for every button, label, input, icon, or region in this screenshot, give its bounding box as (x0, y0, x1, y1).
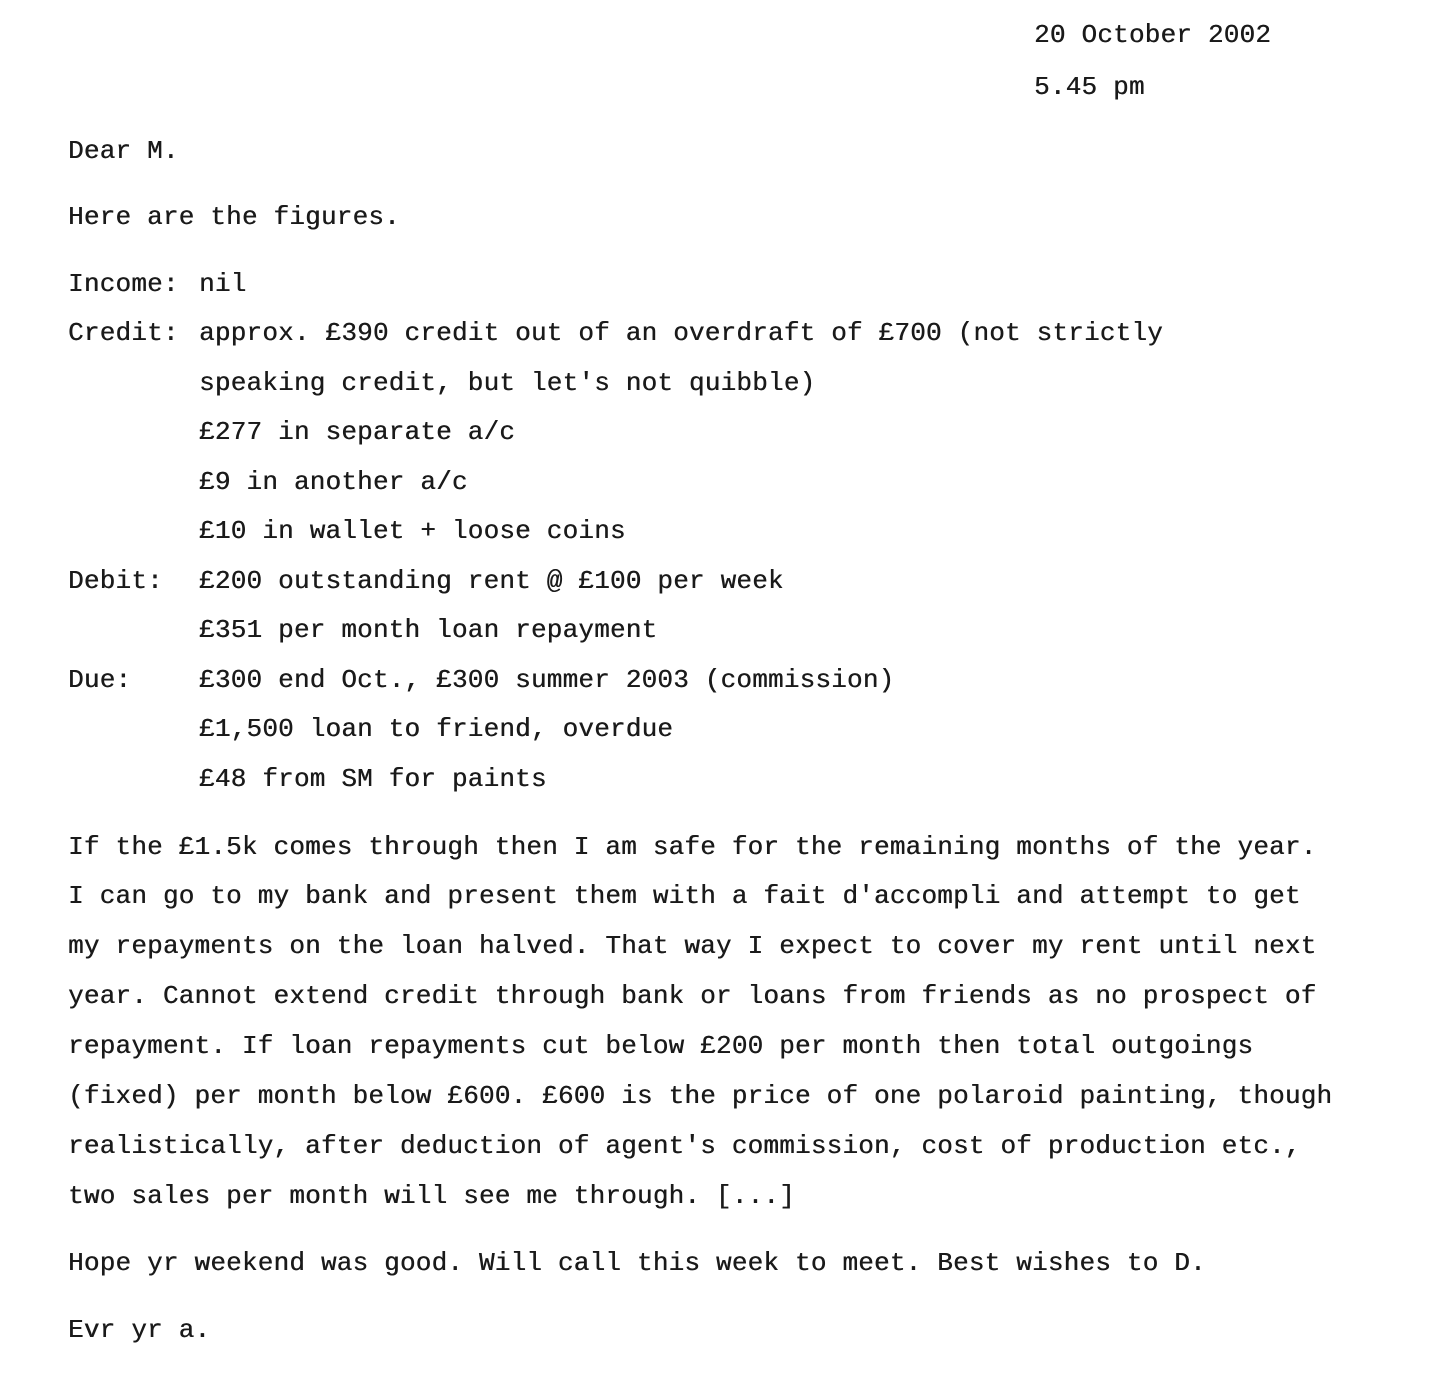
income-label: Income: (68, 269, 179, 299)
paragraph-line: (fixed) per month below £600. £600 is the price of one polaroid painting, though (68, 1081, 1333, 1111)
due-line: £1,500 loan to friend, overdue (199, 714, 674, 744)
paragraph-line: If the £1.5k comes through then I am safe for the remaining months of the year. (68, 832, 1317, 862)
paragraph-line: two sales per month will see me through. [...] (68, 1181, 795, 1211)
paragraph-line: my repayments on the loan halved. That way I expect to cover my rent until next (68, 931, 1317, 961)
salutation: Dear M. (68, 136, 179, 166)
credit-line: £277 in separate a/c (199, 417, 516, 447)
due-line: £48 from SM for paints (199, 764, 547, 794)
credit-line: speaking credit, but let's not quibble) (199, 368, 816, 398)
letter-date: 20 October 2002 (1034, 20, 1272, 50)
credit-line: £10 in wallet + loose coins (199, 516, 626, 546)
income-value: nil (199, 269, 247, 299)
paragraph-line: year. Cannot extend credit through bank or loans from friends as no prospect of (68, 981, 1317, 1011)
credit-line: approx. £390 credit out of an overdraft of £700 (not strictly (199, 318, 1163, 348)
debit-label: Debit: (68, 566, 163, 596)
credit-line: £9 in another a/c (199, 467, 468, 497)
intro-line: Here are the figures. (68, 202, 400, 232)
signoff: Evr yr a. (68, 1315, 211, 1345)
debit-line: £351 per month loan repayment (199, 615, 658, 645)
due-label: Due: (68, 665, 132, 695)
paragraph-line: realistically, after deduction of agent's commission, cost of production etc., (68, 1131, 1301, 1161)
letter-time: 5.45 pm (1034, 72, 1145, 102)
debit-line: £200 outstanding rent @ £100 per week (199, 566, 784, 596)
due-line: £300 end Oct., £300 summer 2003 (commission) (199, 665, 895, 695)
closing-line: Hope yr weekend was good. Will call this week to meet. Best wishes to D. (68, 1248, 1206, 1278)
paragraph-line: repayment. If loan repayments cut below £200 per month then total outgoings (68, 1031, 1254, 1061)
paragraph-line: I can go to my bank and present them with a fait d'accompli and attempt to get (68, 881, 1301, 911)
credit-label: Credit: (68, 318, 179, 348)
